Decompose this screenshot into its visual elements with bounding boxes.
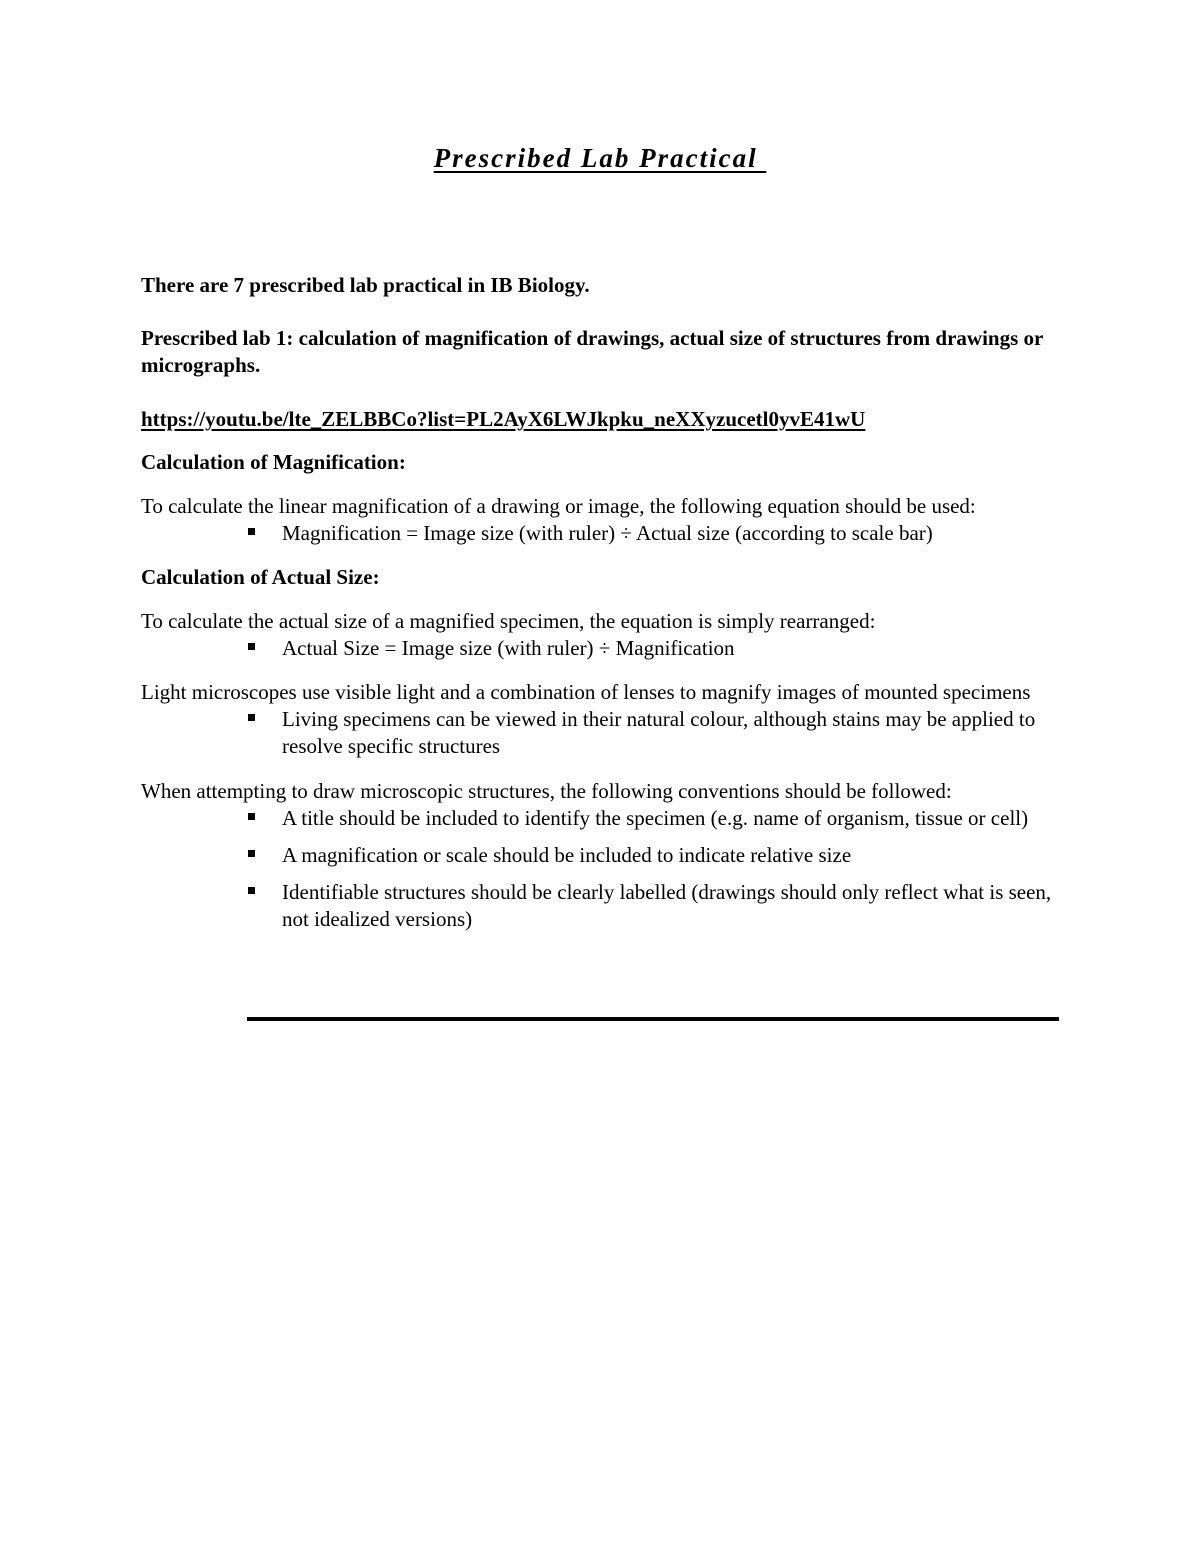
lab1-heading: Prescribed lab 1: calculation of magnification of drawings, actual size of structures from drawings or micrographs.	[141, 326, 1043, 377]
conventions-bullet-list	[141, 805, 1061, 933]
magnification-heading: Calculation of Magnification:	[141, 450, 406, 474]
list-item	[282, 706, 1061, 760]
page-title	[0, 140, 1200, 176]
list-item	[282, 879, 1061, 933]
magnification-text: To calculate the linear magnification of a drawing or image, the following equation should be used:	[141, 494, 976, 518]
convention-magnification: A magnification or scale should be included to indicate relative size	[282, 843, 852, 867]
square-bullet-icon	[248, 850, 255, 857]
actual-size-bullet-list	[141, 635, 1061, 662]
light-microscopes-bullet-list	[141, 706, 1061, 760]
page-title-text: Prescribed Lab Practical	[433, 143, 767, 173]
list-item	[282, 805, 1061, 832]
square-bullet-icon	[248, 528, 255, 535]
square-bullet-icon	[248, 643, 255, 650]
square-bullet-icon	[248, 887, 255, 894]
convention-title: A title should be included to identify the specimen (e.g. name of organism, tissue or cell)	[282, 806, 1029, 830]
living-specimens-text: Living specimens can be viewed in their natural colour, although stains may be applied to resolve specific structures	[282, 707, 1036, 758]
magnification-formula: Magnification = Image size (with ruler) ÷ Actual size (according to scale bar)	[282, 521, 933, 545]
list-item	[282, 635, 1061, 662]
document-body	[141, 272, 1061, 933]
actual-size-formula: Actual Size = Image size (with ruler) ÷ Magnification	[282, 636, 735, 660]
youtube-link[interactable]: https://youtu.be/lte_ZELBBCo?list=PL2AyX6LWJkpku_neXXyzucetl0yvE41wU	[141, 407, 866, 431]
conventions-text: When attempting to draw microscopic structures, the following conventions should be followed:	[141, 779, 952, 803]
convention-labels: Identifiable structures should be clearly labelled (drawings should only reflect what is seen, not idealized versions)	[282, 880, 1052, 931]
list-item	[282, 842, 1061, 869]
magnification-bullet-list	[141, 520, 1061, 547]
intro-text: There are 7 prescribed lab practical in IB Biology.	[141, 273, 590, 297]
list-item	[282, 520, 1061, 547]
actual-size-text: To calculate the actual size of a magnified specimen, the equation is simply rearranged:	[141, 609, 876, 633]
horizontal-rule	[247, 1017, 1059, 1021]
actual-size-heading: Calculation of Actual Size:	[141, 565, 380, 589]
light-microscopes-text: Light microscopes use visible light and a combination of lenses to magnify images of mounted specimens	[141, 680, 1031, 704]
square-bullet-icon	[248, 813, 255, 820]
square-bullet-icon	[248, 714, 255, 721]
